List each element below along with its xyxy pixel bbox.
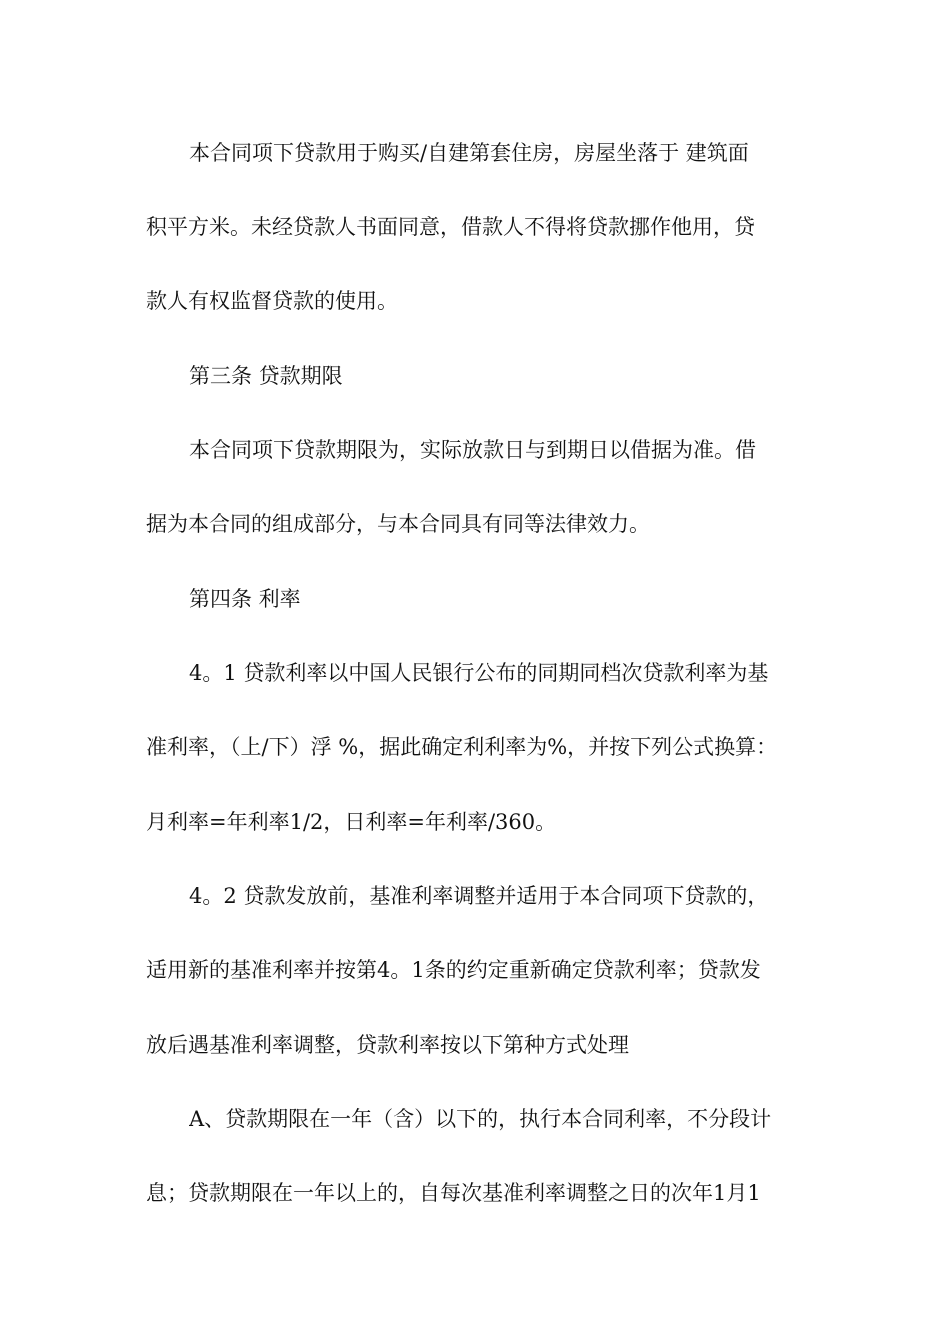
paragraph-line: 积平方米。未经贷款人书面同意，借款人不得将贷款挪作他用，贷 [146, 215, 755, 239]
paragraph-line: 月利率=年利率1/2，日利率=年利率/360。 [146, 810, 557, 834]
paragraph-line: A、贷款期限在一年（含）以下的，执行本合同利率，不分段计 [189, 1107, 772, 1131]
section-heading: 第四条 利率 [189, 587, 301, 611]
section-heading: 第三条 贷款期限 [189, 364, 343, 388]
paragraph-line: 4。2 贷款发放前，基准利率调整并适用于本合同项下贷款的， [189, 884, 769, 908]
paragraph-line: 本合同项下贷款用于购买/自建第套住房，房屋坐落于 建筑面 [189, 141, 749, 165]
paragraph-line: 4。1 贷款利率以中国人民银行公布的同期同档次贷款利率为基 [189, 661, 769, 685]
paragraph-line: 款人有权监督贷款的使用。 [146, 289, 398, 313]
paragraph-line: 准利率，（上/下）浮 %，据此确定利利率为%，并按下列公式换算： [146, 735, 778, 759]
paragraph-line: 本合同项下贷款期限为，实际放款日与到期日以借据为准。借 [189, 438, 756, 462]
paragraph-line: 放后遇基准利率调整，贷款利率按以下第种方式处理 [146, 1033, 629, 1057]
paragraph-line: 息；贷款期限在一年以上的，自每次基准利率调整之日的次年1月1 [146, 1181, 761, 1205]
paragraph-line: 据为本合同的组成部分，与本合同具有同等法律效力。 [146, 512, 650, 536]
paragraph-line: 适用新的基准利率并按第4。1条的约定重新确定贷款利率；贷款发 [146, 958, 761, 982]
